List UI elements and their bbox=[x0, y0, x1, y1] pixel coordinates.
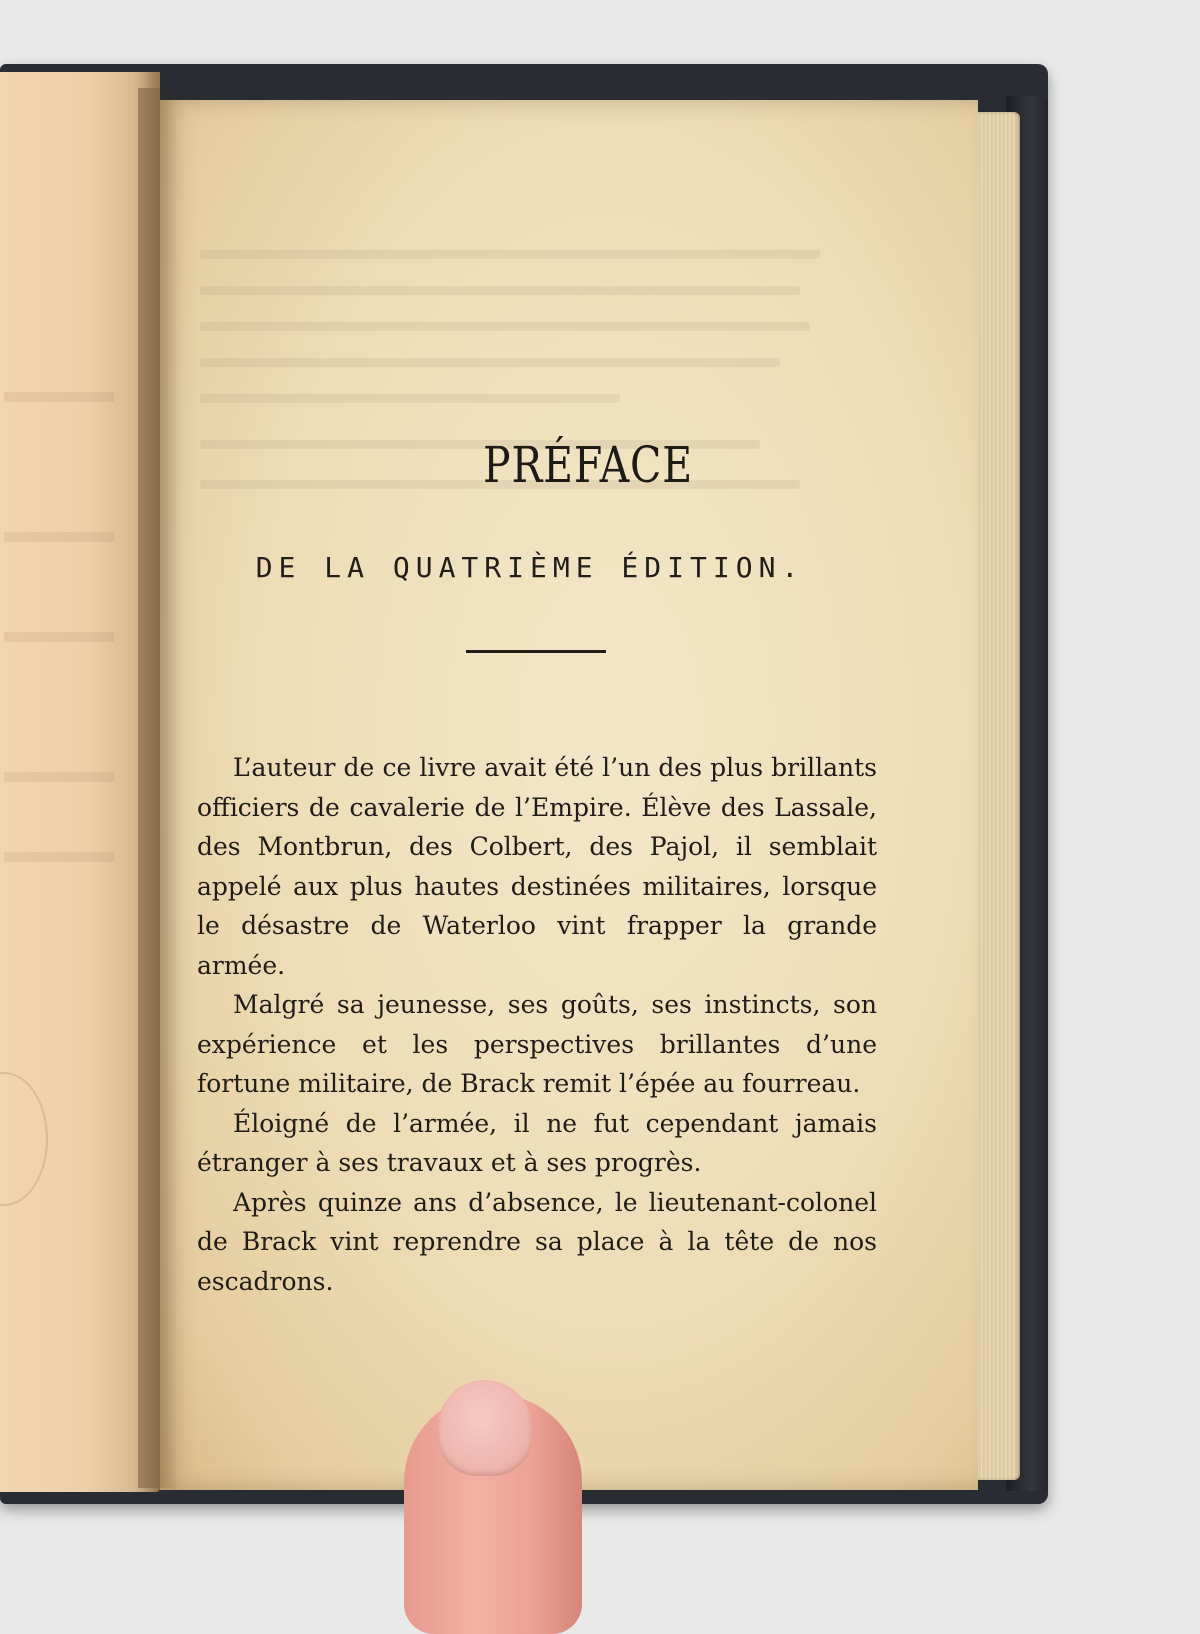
paragraph: Éloigné de l’armée, il ne fut cependant jamais étranger à ses travaux et à ses progrès. bbox=[197, 1108, 877, 1177]
page-subtitle: DE LA QUATRIÈME ÉDITION. bbox=[255, 551, 805, 584]
book-gutter bbox=[138, 88, 178, 1488]
bleed-through-text bbox=[4, 392, 114, 402]
bleed-through-text bbox=[4, 852, 114, 862]
body-text bbox=[197, 748, 877, 1301]
bleed-through-text bbox=[4, 532, 114, 542]
fingernail bbox=[438, 1380, 532, 1476]
bleed-through-text bbox=[200, 250, 820, 259]
paragraph: Après quinze ans d’absence, le lieutenant-colonel de Brack vint reprendre sa place à la tête de nos escadrons. bbox=[197, 1187, 877, 1296]
bleed-through-text bbox=[200, 322, 810, 331]
paragraph: Malgré sa jeunesse, ses goûts, ses instincts, son expérience et les perspectives brillantes d’une fortune militaire, de Brack remit l’épée au fourreau. bbox=[197, 990, 877, 1098]
bleed-through-text bbox=[200, 394, 620, 403]
bleed-through-text bbox=[4, 772, 114, 782]
library-stamp-mark bbox=[0, 1072, 48, 1206]
title-rule bbox=[466, 650, 606, 653]
bleed-through-text bbox=[200, 286, 800, 295]
page-title: PRÉFACE bbox=[483, 436, 693, 494]
paragraph: L’auteur de ce livre avait été l’un des plus brillants officiers de cavalerie de l’Empire. Élève des Lassale, des Montbrun, des Colbert, des Pajol, il semblait appelé aux plus hautes destinées militaires, lorsque le désastre de Waterloo vint frapper la grande armée. bbox=[197, 753, 877, 980]
bleed-through-text bbox=[4, 632, 114, 642]
bleed-through-text bbox=[200, 358, 780, 367]
left-page bbox=[0, 72, 160, 1492]
